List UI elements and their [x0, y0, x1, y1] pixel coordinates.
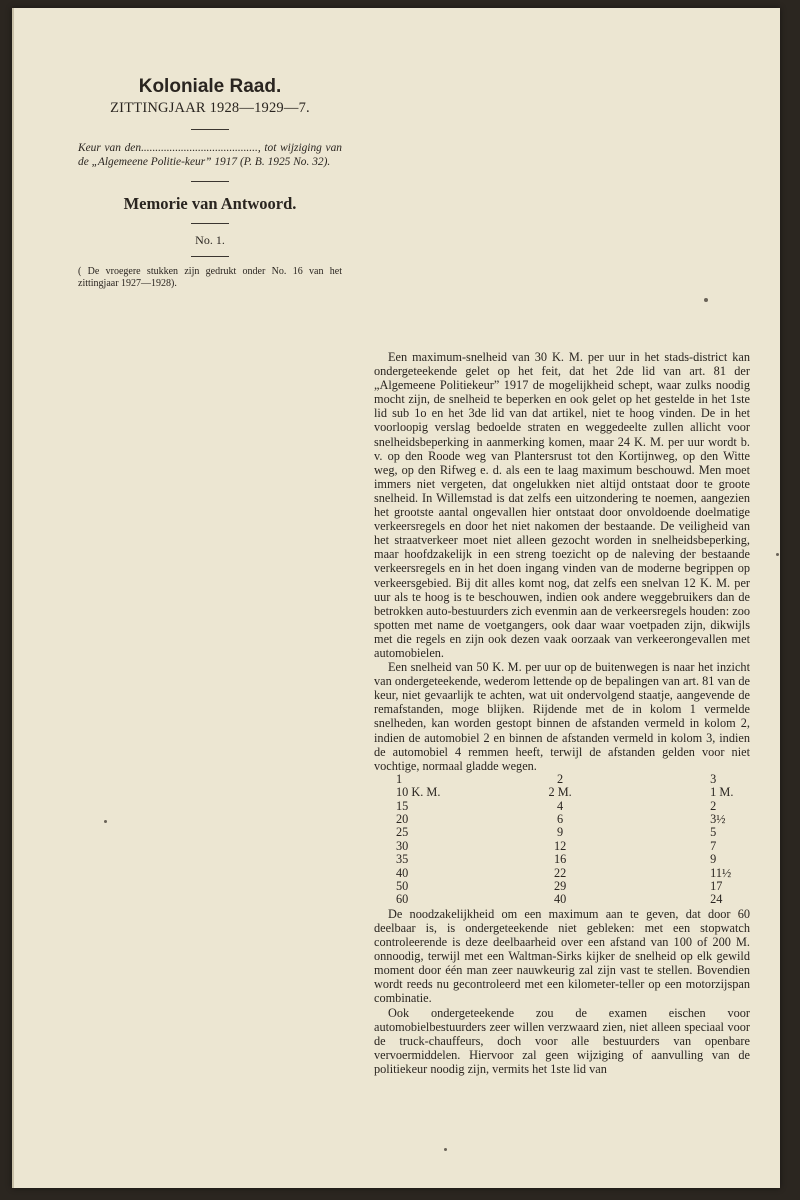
table-cell: 40 — [396, 865, 409, 880]
table-cell: 20 — [396, 812, 409, 827]
paper-speck — [444, 1148, 447, 1151]
prior-documents-note: ( De vroegere stukken zijn gedrukt onder No. 16 van het zittingjaar 1927—1928). — [78, 266, 342, 289]
table-cell: 17 — [710, 879, 723, 894]
table-cell: 25 — [396, 825, 409, 840]
table-header-row — [374, 773, 750, 786]
table-cell: 12 — [553, 838, 567, 853]
paper-speck — [776, 553, 779, 556]
table-cell: 10 K. M. — [396, 785, 441, 800]
table-cell: 2 M. — [548, 785, 572, 800]
table-cell: 29 — [553, 879, 567, 894]
column-header: 2 — [557, 771, 564, 786]
table-row — [374, 853, 750, 866]
paper-speck — [704, 298, 708, 302]
table-cell: 40 — [553, 892, 567, 907]
divider — [191, 256, 229, 257]
table-cell: 5 — [710, 825, 717, 840]
table-cell: 3½ — [710, 812, 726, 827]
table-cell: 9 — [557, 825, 564, 840]
table-cell: 4 — [557, 798, 564, 813]
table-row — [374, 826, 750, 839]
table-row — [374, 893, 750, 906]
paragraph-exams: Ook ondergeteekende zou de examen eischen voor automobielbestuurders zeer willen verzwaard zien, niet alleen speciaal voor de truck-chauffeurs, doch voor alle bestuurders van openbare vervoermiddelen. Hiervoor zal geen wijziging of aanvulling van de politiekeur noodig zijn, vermits het 1ste lid van — [374, 1005, 750, 1076]
table-row — [374, 786, 750, 799]
header-block — [78, 76, 342, 290]
table-row — [374, 867, 750, 880]
table-row — [374, 813, 750, 826]
council-title: Koloniale Raad. — [138, 76, 282, 97]
table-cell: 11½ — [710, 865, 732, 880]
table-cell: 7 — [710, 838, 717, 853]
table-cell: 16 — [553, 852, 567, 867]
document-heading: Memorie van Antwoord. — [123, 194, 297, 213]
table-cell: 1 M. — [710, 785, 734, 800]
table-row — [374, 880, 750, 893]
table-cell: 60 — [396, 892, 409, 907]
paragraph-speed-outer-roads: Een snelheid van 50 K. M. per uur op de buitenwegen is naar het inzicht van ondergeteekende, wederom lettende op de bepalingen van art. 81 van de keur, niet gevaarlijk te achten, wat uit ondervolgend staatje, aangevende de remafstanden, moge blijken. Rijdende met de in kolom 1 vermelde snelheden, kan worden gestopt binnen de afstanden vermeld in kolom 2, indien de automobiel 2 en binnen de afstanden vermeld in kolom 3, indien de automobiel 4 remmen heeft, terwijl de afstanden gelden voor niet vochtige, normaal gladde wegen. — [374, 660, 750, 773]
paragraph-speed-city: Een maximum-snelheid van 30 K. M. per uur in het stads-district kan ondergeteekende gelet op het feit, dat het 2de lid van art. 81 der „Algemeene Politiekeur” 1917 de mogelijkheid schept, waar zulks noodig mocht zijn, de snelheid te beperken en ook gelet op het gestelde in het 1ste lid sub 1o en het 3de lid van dat artikel, niet te hoog vinden. De in het voorloopig verslag bedoelde straten en weggedeelte zullen allicht voor snelheidsbeperking in aanmerking komen, maar 24 K. M. per uur wordt b. v. op den Roode weg van Plantersrust tot den Kortijnweg, op den Witte weg, op den Rifweg e. d. als een te laag maximum beschouwd. Men moet immers niet vergeten, dat ongelukken niet altijd ontstaat door te groote snelheid. In Willemstad is dat zelfs een uitzondering te noemen, aangezien het grootste aantal ongevallen hier ontstaat door onvoldoende doelmatige verkeersregels en door het niet nakomen der bestaande. De veiligheid van het straatverkeer moet niet alleen gezocht worden in snelheidsbeperking, maar hoofdzakelijk in een streng toezicht op de naleving der bestaande verkeersregels en in het doen ingang vinden van de moderne begrippen op verkeersgebied. Bij dit alles komt nog, dat zelfs een snelvan 12 K. M. per uur als te hoog is te beschouwen, indien ook andere weggebruikers dan de betrokken auto-bestuurders zich evenmin aan de verkeersregels houden: zoo spotten met name de voetgangers, ook daar waar voetpaden zijn, dikwijls met die regels en zijn ook dezen vaak oorzaak van verkeerongevallen met automobielen. — [374, 350, 750, 660]
table-row — [374, 840, 750, 853]
table-row — [374, 800, 750, 813]
paper-speck — [104, 820, 107, 823]
document-page — [12, 8, 780, 1188]
table-cell: 35 — [396, 852, 409, 867]
column-header: 3 — [710, 771, 717, 786]
divider — [191, 223, 229, 224]
body-text — [374, 350, 750, 1076]
table-cell: 6 — [557, 812, 564, 827]
table-cell: 22 — [553, 865, 567, 880]
document-number: No. 1. — [195, 233, 225, 247]
page-edge — [12, 8, 14, 1188]
paragraph-maximum: De noodzakelijkheid om een maximum aan te geven, dat door 60 deelbaar is, is ondergeteekende niet gebleken: met een stopwatch controleerende is deze deelbaarheid over een afstand van 100 of 200 M. onnoodig, terwijl met een Waltman-Sirks kijker de snelheid op elk gewild moment door één man zeer nauwkeurig zal zijn vast te stellen. Bovendien wordt reeds nu gecontroleerd met een kilometer-teller op een motorzijspan combinatie. — [374, 906, 750, 1006]
table-cell: 15 — [396, 798, 409, 813]
braking-distance-table — [374, 773, 750, 907]
column-header: 1 — [396, 771, 403, 786]
table-cell: 30 — [396, 838, 409, 853]
table-cell: 9 — [710, 852, 717, 867]
table-cell: 50 — [396, 879, 409, 894]
divider — [191, 181, 229, 182]
session-year: ZITTINGJAAR 1928—1929—7. — [110, 100, 310, 116]
ordinance-subject: Keur van den........................................., tot wijziging van de „Algemeene Politie-keur” 1917 (P. B. 1925 No. 32). — [78, 142, 342, 168]
table-cell: 2 — [710, 798, 717, 813]
divider — [191, 129, 229, 130]
table-cell: 24 — [710, 892, 723, 907]
